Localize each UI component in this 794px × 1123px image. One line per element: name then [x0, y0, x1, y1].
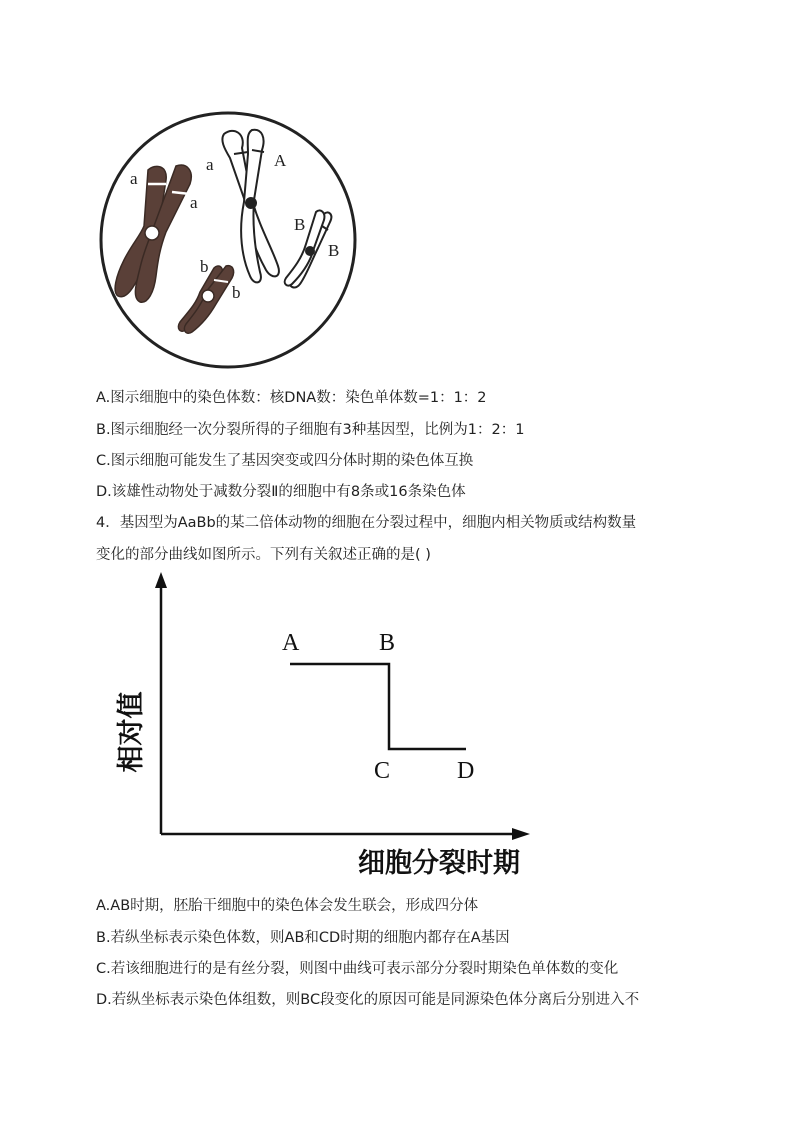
y-axis-label: 相对值	[116, 691, 147, 773]
gene-label: a	[206, 155, 214, 174]
dark-large-chromosome	[115, 165, 191, 302]
gene-label: B	[328, 241, 340, 260]
x-axis-label: 细胞分裂时期	[358, 848, 520, 879]
q4-option-a: A.AB时期，胚胎干细胞中的染色体会发生联会，形成四分体	[96, 898, 479, 914]
step-curve	[290, 664, 466, 749]
gene-label: b	[232, 283, 241, 302]
point-a-label: A	[282, 630, 300, 656]
q3-option-b: B.图示细胞经一次分裂所得的子细胞有3种基因型，比例为1：2：1	[96, 422, 525, 438]
q3-option-d: D.该雄性动物处于减数分裂Ⅱ的细胞中有8条或16条染色体	[96, 484, 466, 500]
point-c-label: C	[374, 758, 391, 784]
gene-label: A	[274, 151, 287, 170]
q4-option-d: D.若纵坐标表示染色体组数，则BC段变化的原因可能是同源染色体分离后分别进入不	[96, 992, 640, 1008]
y-axis-arrow	[155, 572, 167, 588]
x-axis-arrow	[512, 828, 530, 840]
light-small-chromosome	[285, 210, 332, 287]
q4-option-b: B.若纵坐标表示染色体数，则AB和CD时期的细胞内都存在A基因	[96, 930, 510, 946]
gene-label: b	[200, 257, 209, 276]
gene-label: a	[190, 193, 198, 212]
gene-label: a	[130, 169, 138, 188]
q4-stem-line2: 变化的部分曲线如图所示。下列有关叙述正确的是( )	[96, 547, 431, 563]
q4-option-c: C.若该细胞进行的是有丝分裂，则图中曲线可表示部分分裂时期染色单体数的变化	[96, 961, 619, 977]
point-d-label: D	[457, 758, 475, 784]
gene-label: B	[294, 215, 306, 234]
q3-option-c: C.图示细胞可能发生了基因突变或四分体时期的染色体互换	[96, 453, 474, 469]
light-large-chromosome	[222, 130, 279, 283]
relative-value-graph	[100, 570, 540, 882]
point-b-label: B	[379, 630, 396, 656]
q3-option-a: A.图示细胞中的染色体数：核DNA数：染色单体数=1：1：2	[96, 390, 487, 406]
q4-stem-line1: 4．基因型为AaBb的某二倍体动物的细胞在分裂过程中，细胞内相关物质或结构数量	[96, 515, 637, 531]
cell-chromosome-figure	[96, 108, 362, 374]
